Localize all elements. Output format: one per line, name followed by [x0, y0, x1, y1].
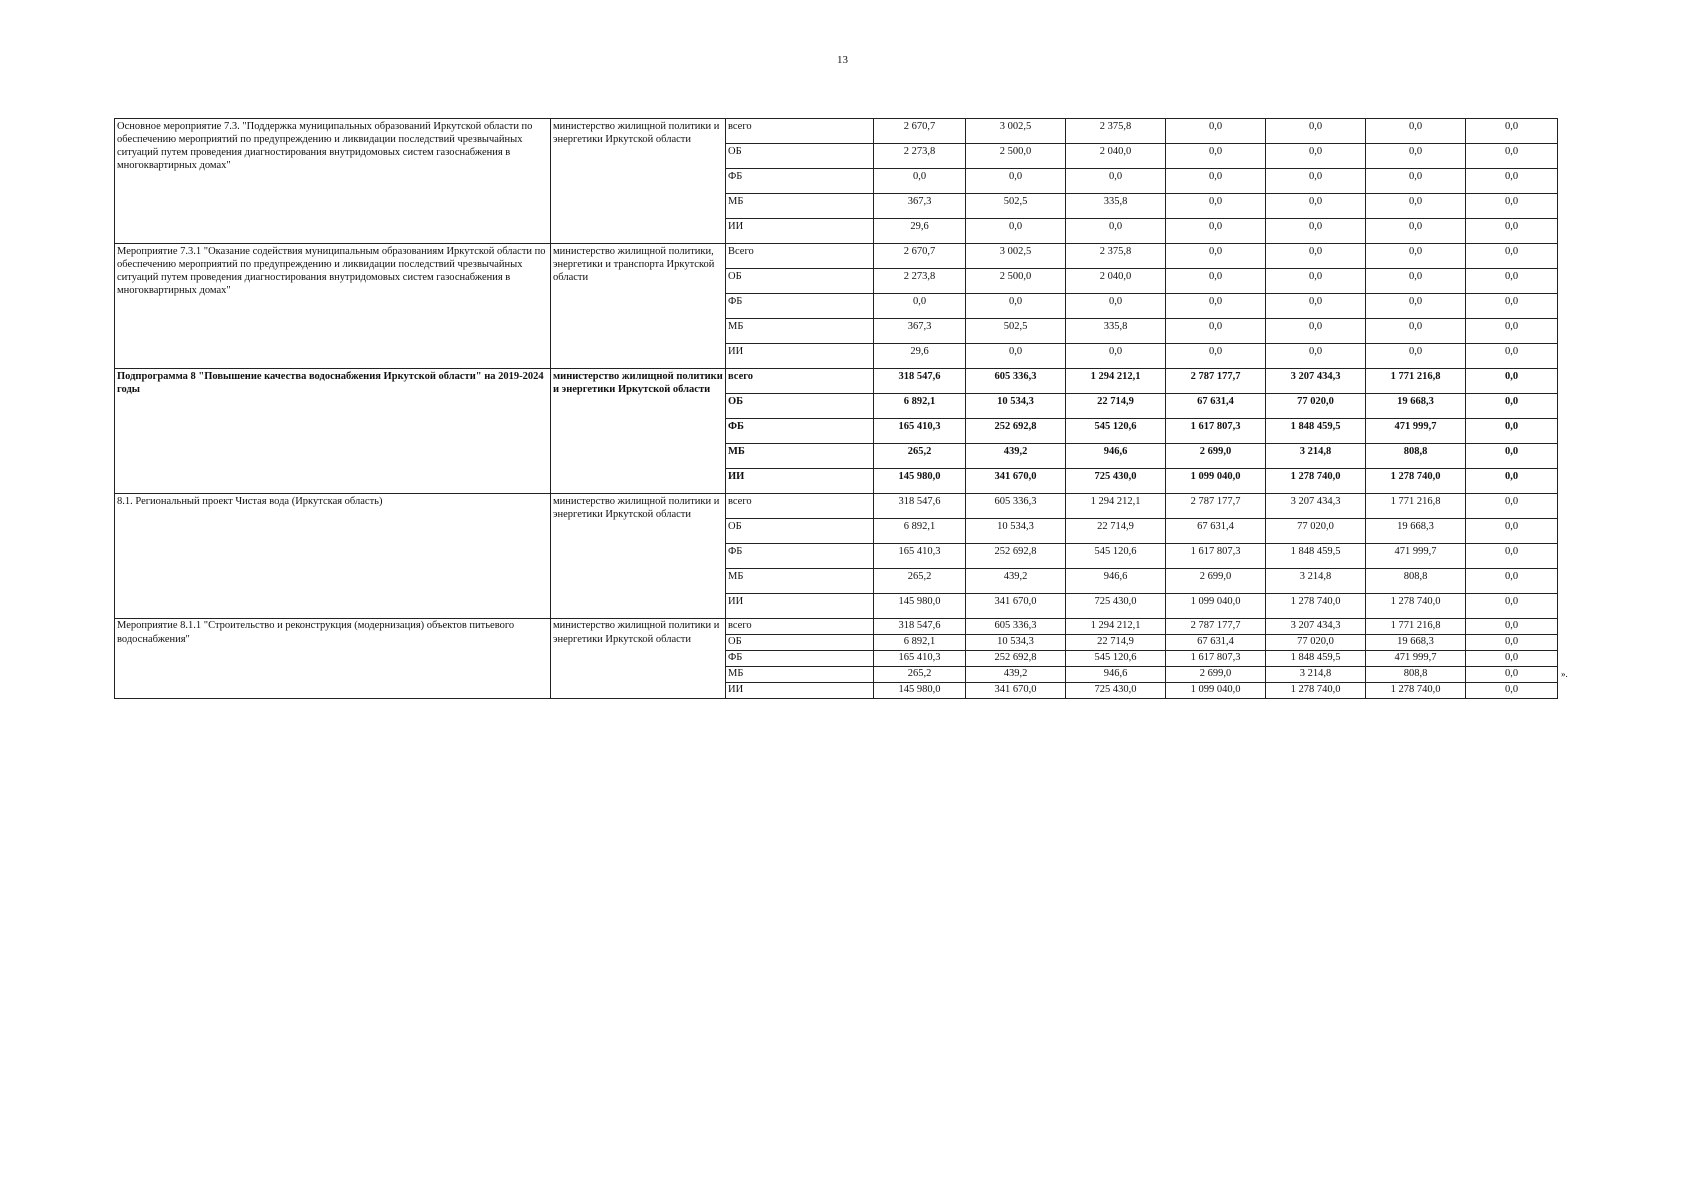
amount-cell: 0,0: [1166, 119, 1266, 144]
funding-source-cell: ИИ: [726, 683, 874, 699]
amount-cell: 2 375,8: [1066, 244, 1166, 269]
amount-cell: 808,8: [1366, 667, 1466, 683]
amount-cell: 471 999,7: [1366, 544, 1466, 569]
program-name-cell: Основное мероприятие 7.3. "Поддержка муниципальных образований Иркутской области по обеспечению мероприятий по предупреждению и ликвидации последствий чрезвычайных ситуаций путем проведения диагностирования внутридомовых систем газоснабжения в многоквартирных домах": [115, 119, 551, 244]
amount-cell: 502,5: [966, 194, 1066, 219]
amount-cell: 252 692,8: [966, 544, 1066, 569]
amount-cell: 808,8: [1366, 569, 1466, 594]
amount-cell: 165 410,3: [874, 419, 966, 444]
amount-cell: 0,0: [1466, 269, 1558, 294]
amount-cell: 808,8: [1366, 444, 1466, 469]
amount-cell: 10 534,3: [966, 519, 1066, 544]
amount-cell: 0,0: [1466, 667, 1558, 683]
amount-cell: 2 787 177,7: [1166, 494, 1266, 519]
amount-cell: 0,0: [1066, 219, 1166, 244]
amount-cell: 2 500,0: [966, 144, 1066, 169]
amount-cell: 0,0: [1466, 519, 1558, 544]
amount-cell: 145 980,0: [874, 683, 966, 699]
amount-cell: 341 670,0: [966, 683, 1066, 699]
funding-source-cell: ИИ: [726, 344, 874, 369]
amount-cell: 252 692,8: [966, 651, 1066, 667]
funding-source-cell: всего: [726, 494, 874, 519]
amount-cell: 22 714,9: [1066, 394, 1166, 419]
amount-cell: 439,2: [966, 569, 1066, 594]
amount-cell: 0,0: [1466, 219, 1558, 244]
amount-cell: 335,8: [1066, 319, 1166, 344]
executor-cell: министерство жилищной политики и энергетики Иркутской области: [551, 494, 726, 619]
amount-cell: 335,8: [1066, 194, 1166, 219]
amount-cell: 67 631,4: [1166, 635, 1266, 651]
amount-cell: 0,0: [1466, 469, 1558, 494]
amount-cell: 0,0: [1366, 269, 1466, 294]
amount-cell: 0,0: [1266, 319, 1366, 344]
program-name-cell: Мероприятие 7.3.1 "Оказание содействия муниципальным образованиям Иркутской области по обеспечению мероприятий по предупреждению и ликвидации последствий чрезвычайных ситуаций путем проведения диагностирования внутридомовых систем газоснабжения в многоквартирных домах": [115, 244, 551, 369]
closing-quote-mark: ».: [1561, 669, 1568, 679]
amount-cell: 0,0: [1466, 344, 1558, 369]
amount-cell: 1 848 459,5: [1266, 651, 1366, 667]
funding-source-cell: МБ: [726, 667, 874, 683]
amount-cell: 19 668,3: [1366, 519, 1466, 544]
amount-cell: 0,0: [1466, 544, 1558, 569]
amount-cell: 0,0: [1466, 144, 1558, 169]
funding-source-cell: ИИ: [726, 219, 874, 244]
funding-source-cell: ФБ: [726, 294, 874, 319]
amount-cell: 3 214,8: [1266, 569, 1366, 594]
amount-cell: 1 278 740,0: [1366, 683, 1466, 699]
funding-source-cell: МБ: [726, 194, 874, 219]
amount-cell: 6 892,1: [874, 394, 966, 419]
amount-cell: 1 771 216,8: [1366, 619, 1466, 635]
amount-cell: 2 670,7: [874, 244, 966, 269]
amount-cell: 1 294 212,1: [1066, 369, 1166, 394]
amount-cell: 1 294 212,1: [1066, 619, 1166, 635]
amount-cell: 145 980,0: [874, 594, 966, 619]
amount-cell: 0,0: [1466, 594, 1558, 619]
amount-cell: 2 375,8: [1066, 119, 1166, 144]
amount-cell: 0,0: [1366, 144, 1466, 169]
amount-cell: 725 430,0: [1066, 683, 1166, 699]
funding-source-cell: ФБ: [726, 169, 874, 194]
amount-cell: 471 999,7: [1366, 651, 1466, 667]
amount-cell: 946,6: [1066, 667, 1166, 683]
amount-cell: 605 336,3: [966, 619, 1066, 635]
amount-cell: 341 670,0: [966, 469, 1066, 494]
amount-cell: 1 278 740,0: [1266, 594, 1366, 619]
table-row: [115, 619, 1558, 635]
amount-cell: 3 214,8: [1266, 667, 1366, 683]
funding-source-cell: ИИ: [726, 594, 874, 619]
funding-source-cell: ФБ: [726, 419, 874, 444]
amount-cell: 77 020,0: [1266, 519, 1366, 544]
amount-cell: 946,6: [1066, 444, 1166, 469]
amount-cell: 0,0: [1266, 144, 1366, 169]
amount-cell: 1 278 740,0: [1266, 683, 1366, 699]
amount-cell: 6 892,1: [874, 635, 966, 651]
amount-cell: 1 278 740,0: [1266, 469, 1366, 494]
amount-cell: 0,0: [1166, 194, 1266, 219]
amount-cell: 10 534,3: [966, 394, 1066, 419]
amount-cell: 0,0: [1466, 619, 1558, 635]
amount-cell: 2 670,7: [874, 119, 966, 144]
executor-cell: министерство жилищной политики, энергетики и транспорта Иркутской области: [551, 244, 726, 369]
amount-cell: 265,2: [874, 444, 966, 469]
amount-cell: 0,0: [1166, 344, 1266, 369]
amount-cell: 1 771 216,8: [1366, 369, 1466, 394]
amount-cell: 1 294 212,1: [1066, 494, 1166, 519]
amount-cell: 0,0: [1366, 119, 1466, 144]
amount-cell: 2 040,0: [1066, 144, 1166, 169]
amount-cell: 1 278 740,0: [1366, 594, 1466, 619]
amount-cell: 2 273,8: [874, 269, 966, 294]
executor-cell: министерство жилищной политики и энергетики Иркутской области: [551, 369, 726, 494]
amount-cell: 29,6: [874, 219, 966, 244]
funding-source-cell: всего: [726, 119, 874, 144]
funding-source-cell: ОБ: [726, 394, 874, 419]
amount-cell: 1 099 040,0: [1166, 594, 1266, 619]
amount-cell: 0,0: [966, 169, 1066, 194]
table-row: [115, 119, 1558, 144]
amount-cell: 19 668,3: [1366, 635, 1466, 651]
amount-cell: 2 787 177,7: [1166, 369, 1266, 394]
amount-cell: 0,0: [1266, 194, 1366, 219]
amount-cell: 0,0: [1166, 319, 1266, 344]
amount-cell: 725 430,0: [1066, 469, 1166, 494]
amount-cell: 145 980,0: [874, 469, 966, 494]
amount-cell: 0,0: [1466, 369, 1558, 394]
executor-cell: министерство жилищной политики и энергетики Иркутской области: [551, 619, 726, 699]
amount-cell: 0,0: [1466, 494, 1558, 519]
amount-cell: 2 273,8: [874, 144, 966, 169]
budget-table: [114, 118, 1558, 699]
funding-source-cell: ФБ: [726, 544, 874, 569]
amount-cell: 265,2: [874, 569, 966, 594]
amount-cell: 0,0: [1166, 169, 1266, 194]
amount-cell: 946,6: [1066, 569, 1166, 594]
funding-source-cell: Всего: [726, 244, 874, 269]
amount-cell: 2 699,0: [1166, 444, 1266, 469]
amount-cell: 0,0: [1466, 294, 1558, 319]
amount-cell: 1 099 040,0: [1166, 683, 1266, 699]
amount-cell: 0,0: [1166, 269, 1266, 294]
amount-cell: 0,0: [1466, 569, 1558, 594]
amount-cell: 341 670,0: [966, 594, 1066, 619]
amount-cell: 545 120,6: [1066, 544, 1166, 569]
table-row: [115, 369, 1558, 394]
amount-cell: 605 336,3: [966, 369, 1066, 394]
amount-cell: 0,0: [966, 219, 1066, 244]
amount-cell: 77 020,0: [1266, 394, 1366, 419]
amount-cell: 2 699,0: [1166, 569, 1266, 594]
amount-cell: 0,0: [1066, 344, 1166, 369]
amount-cell: 0,0: [1466, 119, 1558, 144]
amount-cell: 0,0: [1466, 444, 1558, 469]
amount-cell: 0,0: [1466, 683, 1558, 699]
amount-cell: 2 500,0: [966, 269, 1066, 294]
amount-cell: 0,0: [874, 294, 966, 319]
funding-source-cell: ОБ: [726, 519, 874, 544]
amount-cell: 19 668,3: [1366, 394, 1466, 419]
funding-source-cell: ОБ: [726, 635, 874, 651]
amount-cell: 725 430,0: [1066, 594, 1166, 619]
amount-cell: 0,0: [1266, 119, 1366, 144]
amount-cell: 0,0: [966, 344, 1066, 369]
amount-cell: 367,3: [874, 319, 966, 344]
amount-cell: 165 410,3: [874, 651, 966, 667]
funding-source-cell: ФБ: [726, 651, 874, 667]
amount-cell: 3 214,8: [1266, 444, 1366, 469]
program-name-cell: Подпрограмма 8 "Повышение качества водоснабжения Иркутской области" на 2019-2024 годы: [115, 369, 551, 494]
funding-source-cell: МБ: [726, 444, 874, 469]
amount-cell: 1 617 807,3: [1166, 544, 1266, 569]
amount-cell: 1 848 459,5: [1266, 544, 1366, 569]
amount-cell: 0,0: [1366, 319, 1466, 344]
amount-cell: 471 999,7: [1366, 419, 1466, 444]
amount-cell: 0,0: [1466, 651, 1558, 667]
amount-cell: 0,0: [1366, 169, 1466, 194]
amount-cell: 3 207 434,3: [1266, 369, 1366, 394]
amount-cell: 0,0: [1266, 169, 1366, 194]
amount-cell: 0,0: [1166, 244, 1266, 269]
amount-cell: 2 040,0: [1066, 269, 1166, 294]
amount-cell: 0,0: [1366, 219, 1466, 244]
amount-cell: 0,0: [1266, 219, 1366, 244]
amount-cell: 0,0: [1066, 169, 1166, 194]
page-number: 13: [837, 54, 848, 66]
amount-cell: 0,0: [1466, 244, 1558, 269]
funding-source-cell: ОБ: [726, 269, 874, 294]
funding-source-cell: всего: [726, 369, 874, 394]
table-row: [115, 244, 1558, 269]
amount-cell: 1 278 740,0: [1366, 469, 1466, 494]
amount-cell: 22 714,9: [1066, 635, 1166, 651]
amount-cell: 3 002,5: [966, 244, 1066, 269]
amount-cell: 67 631,4: [1166, 394, 1266, 419]
amount-cell: 165 410,3: [874, 544, 966, 569]
amount-cell: 0,0: [1466, 394, 1558, 419]
amount-cell: 439,2: [966, 444, 1066, 469]
amount-cell: 2 787 177,7: [1166, 619, 1266, 635]
amount-cell: 0,0: [1366, 344, 1466, 369]
amount-cell: 0,0: [1466, 419, 1558, 444]
amount-cell: 318 547,6: [874, 619, 966, 635]
amount-cell: 0,0: [1366, 194, 1466, 219]
amount-cell: 0,0: [1466, 169, 1558, 194]
program-name-cell: 8.1. Региональный проект Чистая вода (Иркутская область): [115, 494, 551, 619]
amount-cell: 29,6: [874, 344, 966, 369]
amount-cell: 318 547,6: [874, 494, 966, 519]
amount-cell: 10 534,3: [966, 635, 1066, 651]
funding-source-cell: всего: [726, 619, 874, 635]
amount-cell: 318 547,6: [874, 369, 966, 394]
amount-cell: 605 336,3: [966, 494, 1066, 519]
amount-cell: 252 692,8: [966, 419, 1066, 444]
amount-cell: 0,0: [1466, 635, 1558, 651]
amount-cell: 0,0: [1166, 144, 1266, 169]
funding-source-cell: ИИ: [726, 469, 874, 494]
amount-cell: 0,0: [1266, 244, 1366, 269]
amount-cell: 0,0: [1366, 294, 1466, 319]
amount-cell: 3 207 434,3: [1266, 619, 1366, 635]
amount-cell: 1 099 040,0: [1166, 469, 1266, 494]
amount-cell: 545 120,6: [1066, 651, 1166, 667]
executor-cell: министерство жилищной политики и энергетики Иркутской области: [551, 119, 726, 244]
amount-cell: 1 771 216,8: [1366, 494, 1466, 519]
amount-cell: 0,0: [966, 294, 1066, 319]
amount-cell: 0,0: [1466, 194, 1558, 219]
amount-cell: 0,0: [1266, 344, 1366, 369]
amount-cell: 0,0: [1166, 219, 1266, 244]
amount-cell: 439,2: [966, 667, 1066, 683]
funding-source-cell: МБ: [726, 569, 874, 594]
amount-cell: 265,2: [874, 667, 966, 683]
amount-cell: 2 699,0: [1166, 667, 1266, 683]
amount-cell: 545 120,6: [1066, 419, 1166, 444]
amount-cell: 0,0: [1266, 269, 1366, 294]
amount-cell: 1 617 807,3: [1166, 651, 1266, 667]
amount-cell: 67 631,4: [1166, 519, 1266, 544]
amount-cell: 1 848 459,5: [1266, 419, 1366, 444]
amount-cell: 0,0: [1266, 294, 1366, 319]
amount-cell: 22 714,9: [1066, 519, 1166, 544]
amount-cell: 0,0: [1166, 294, 1266, 319]
table-row: [115, 494, 1558, 519]
funding-source-cell: МБ: [726, 319, 874, 344]
amount-cell: 6 892,1: [874, 519, 966, 544]
amount-cell: 1 617 807,3: [1166, 419, 1266, 444]
amount-cell: 0,0: [1466, 319, 1558, 344]
amount-cell: 0,0: [874, 169, 966, 194]
program-name-cell: Мероприятие 8.1.1 "Строительство и реконструкция (модернизация) объектов питьевого водоснабжения": [115, 619, 551, 699]
amount-cell: 77 020,0: [1266, 635, 1366, 651]
amount-cell: 3 002,5: [966, 119, 1066, 144]
amount-cell: 0,0: [1366, 244, 1466, 269]
funding-source-cell: ОБ: [726, 144, 874, 169]
amount-cell: 367,3: [874, 194, 966, 219]
amount-cell: 3 207 434,3: [1266, 494, 1366, 519]
amount-cell: 502,5: [966, 319, 1066, 344]
amount-cell: 0,0: [1066, 294, 1166, 319]
